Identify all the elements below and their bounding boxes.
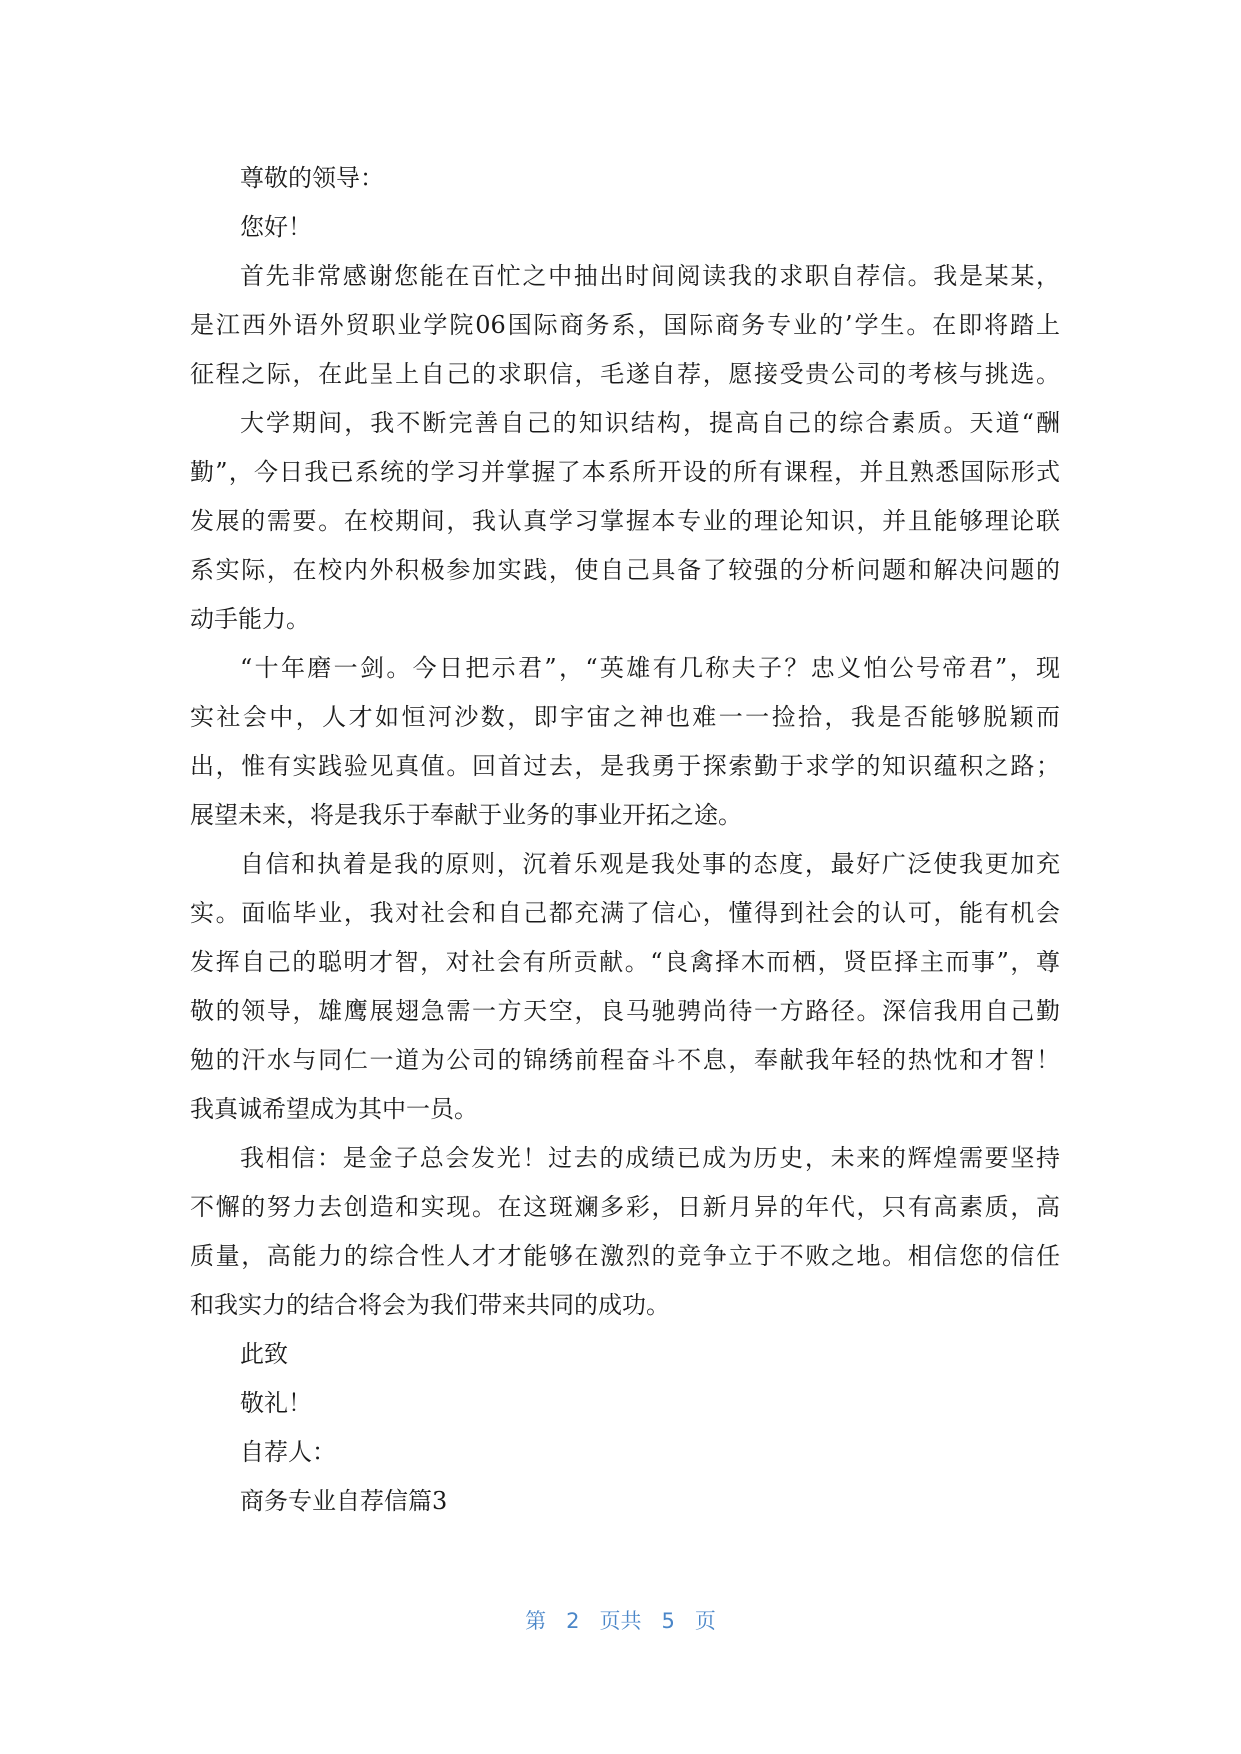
paragraph-line: 勉的汗水与同仁一道为公司的锦绣前程奋斗不息，奉献我年轻的热忱和才智！: [190, 1046, 1060, 1074]
paragraph-line: 质量，高能力的综合性人才才能够在激烈的竞争立于不败之地。相信您的信任: [190, 1242, 1060, 1270]
paragraph-line: 首先非常感谢您能在百忙之中抽出时间阅读我的求职自荐信。我是某某，: [240, 262, 1060, 290]
paragraph-line: 征程之际，在此呈上自己的求职信，毛遂自荐，愿接受贵公司的考核与挑选。: [190, 360, 1060, 388]
paragraph-line: 敬的领导，雄鹰展翅急需一方天空，良马驰骋尚待一方路径。深信我用自己勤: [190, 997, 1060, 1025]
paragraph-line: 大学期间，我不断完善自己的知识结构，提高自己的综合素质。天道“酬: [240, 409, 1060, 437]
page-label-middle: 页共: [599, 1609, 642, 1633]
letter-body: [190, 154, 1060, 1526]
paragraph-5: [190, 1134, 1060, 1330]
paragraph-line: 发挥自己的聪明才智，对社会有所贡献。“良禽择木而栖，贤臣择主而事”，尊: [190, 948, 1060, 976]
paragraph-line: 实。面临毕业，我对社会和自己都充满了信心，懂得到社会的认可，能有机会: [190, 899, 1060, 927]
page-footer: [0, 1606, 1241, 1636]
paragraph-2: [190, 399, 1060, 644]
paragraph-line: “十年磨一剑。今日把示君”，“英雄有几称夫子？忠义怕公号帝君”，现: [240, 654, 1060, 682]
closing-line-1: 此致: [240, 1340, 288, 1368]
paragraph-line: 不懈的努力去创造和实现。在这斑斓多彩，日新月异的年代，只有高素质，高: [190, 1193, 1060, 1221]
paragraph-3: [190, 644, 1060, 840]
paragraph-line: 自信和执着是我的原则，沉着乐观是我处事的态度，最好广泛使我更加充: [240, 850, 1060, 878]
paragraph-line: 我真诚希望成为其中一员。: [190, 1095, 478, 1123]
next-section-title: 商务专业自荐信篇3: [240, 1487, 448, 1515]
paragraph-line: 系实际，在校内外积极参加实践，使自己具备了较强的分析问题和解决问题的: [190, 556, 1060, 584]
page-label-suffix: 页: [694, 1609, 716, 1633]
signature-line: 自荐人：: [240, 1438, 336, 1466]
current-page-number: 2: [566, 1609, 580, 1633]
paragraph-line: 实社会中，人才如恒河沙数，即宇宙之神也难一一捡拾，我是否能够脱颖而: [190, 703, 1060, 731]
page-label-prefix: 第: [525, 1609, 547, 1633]
paragraph-line: 展望未来，将是我乐于奉献于业务的事业开拓之途。: [190, 801, 742, 829]
paragraph-line: 和我实力的结合将会为我们带来共同的成功。: [190, 1291, 670, 1319]
greeting: 您好！: [240, 213, 312, 241]
paragraph-line: 勤”，今日我已系统的学习并掌握了本系所开设的所有课程，并且熟悉国际形式: [190, 458, 1060, 486]
total-page-number: 5: [661, 1609, 675, 1633]
paragraph-line: 是江西外语外贸职业学院06国际商务系，国际商务专业的’学生。在即将踏上: [190, 311, 1060, 339]
paragraph-line: 动手能力。: [190, 605, 310, 633]
paragraph-1: [190, 252, 1060, 399]
closing-line-2: 敬礼！: [240, 1389, 312, 1417]
paragraph-4: [190, 840, 1060, 1134]
salutation: 尊敬的领导：: [240, 164, 384, 192]
paragraph-line: 我相信：是金子总会发光！过去的成绩已成为历史，未来的辉煌需要坚持: [240, 1144, 1060, 1172]
paragraph-line: 出，惟有实践验见真值。回首过去，是我勇于探索勤于求学的知识蕴积之路；: [190, 752, 1060, 780]
paragraph-line: 发展的需要。在校期间，我认真学习掌握本专业的理论知识，并且能够理论联: [190, 507, 1060, 535]
